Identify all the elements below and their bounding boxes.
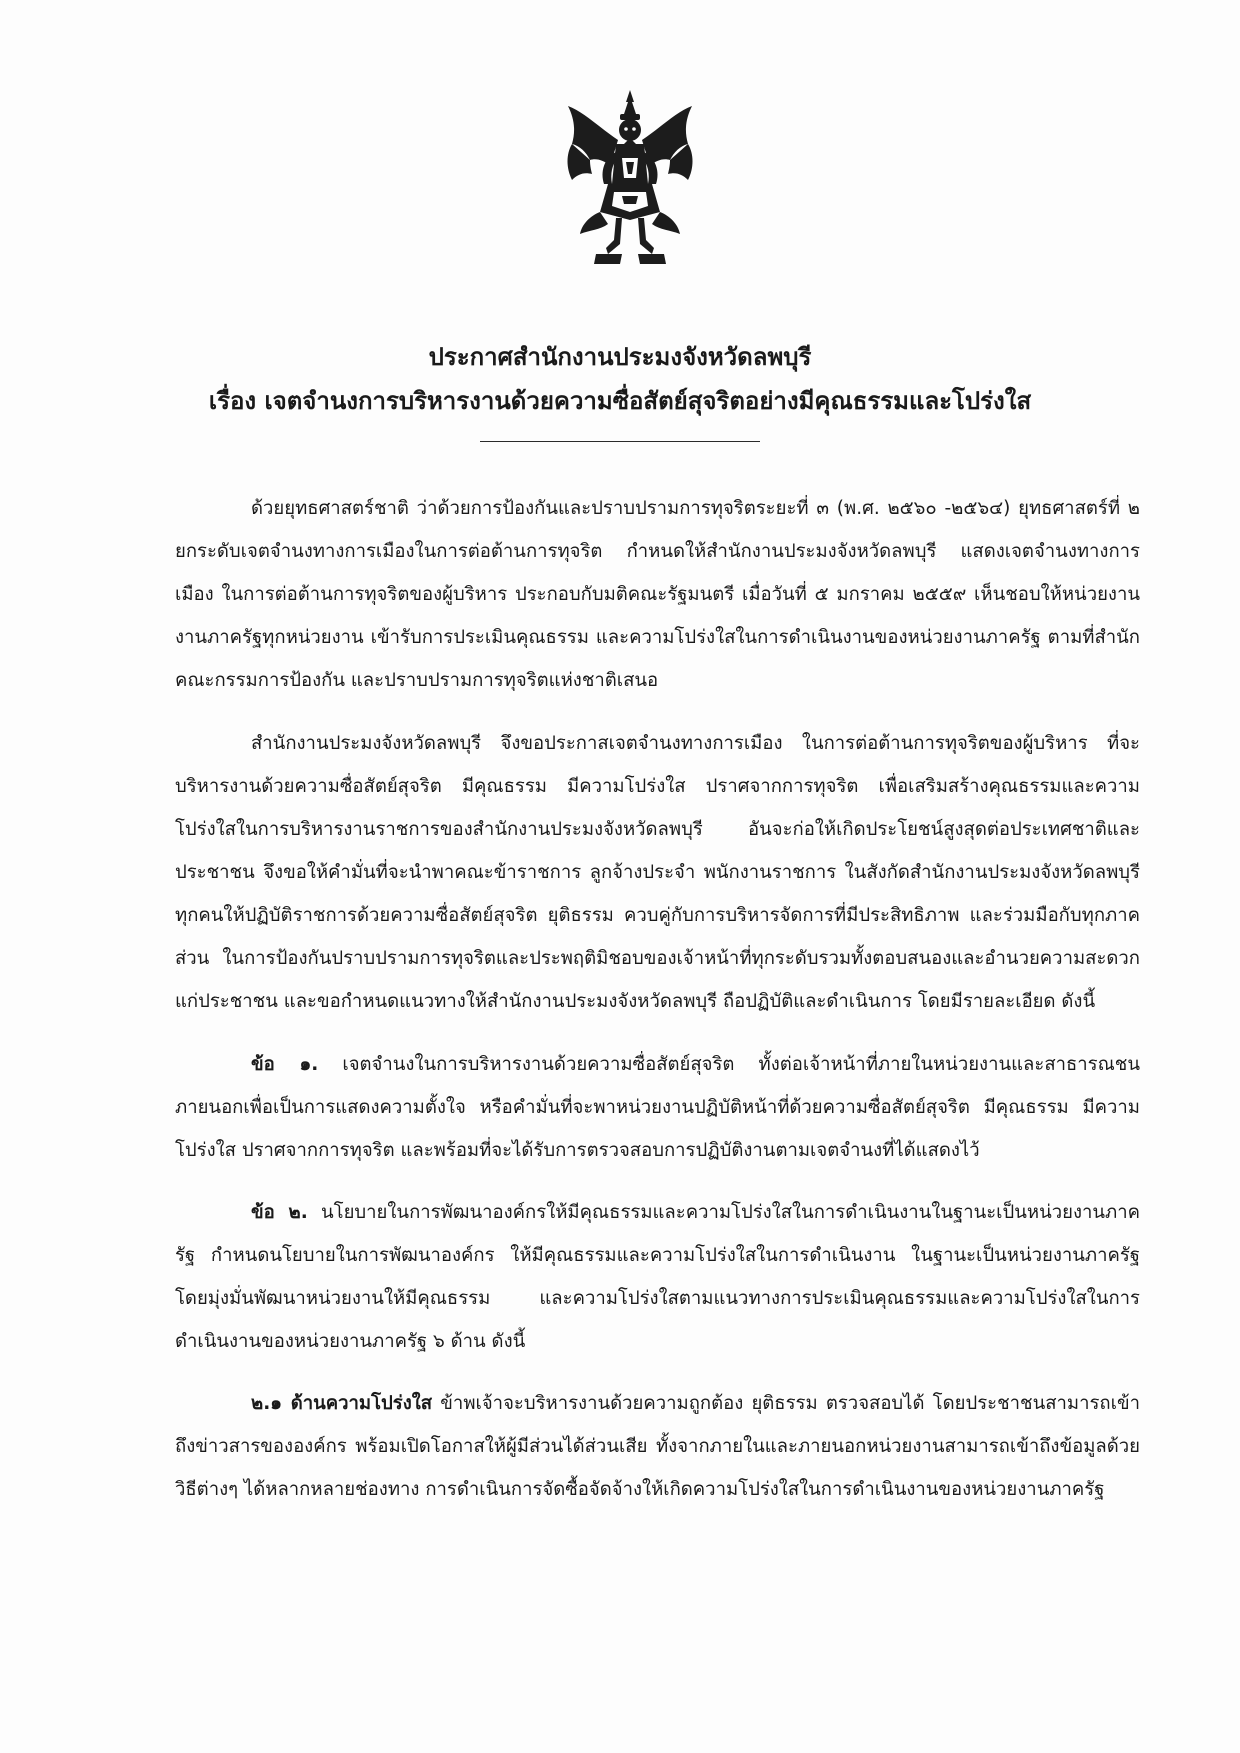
announcement-heading xyxy=(120,335,1120,442)
announcement-title: ประกาศสำนักงานประมงจังหวัดลพบุรี xyxy=(428,343,812,371)
paragraph-item-1 xyxy=(175,1043,1140,1172)
item-2-1-label: ๒.๑ ด้านความโปร่งใส xyxy=(251,1393,433,1414)
paragraph-background: ด้วยยุทธศาสตร์ชาติ ว่าด้วยการป้องกันและปราบปรามการทุจริตระยะที่ ๓ (พ.ศ. ๒๕๖๐ -๒๕๖๔) ยุทธศาสตร์ที่ ๒ ยกระดับเจตจำนงทางการเมืองในการต่อต้านการทุจริต กำหนดให้สำนักงานประมงจังหวัดลพบุรี แสดงเจตจำนงทางการเมือง ในการต่อต้านการทุจริตของผู้บริหาร ประกอบกับมติคณะรัฐมนตรี เมื่อวันที่ ๕ มกราคม ๒๕๕๙ เห็นชอบให้หน่วยงานงานภาครัฐทุกหน่วยงาน เข้ารับการประเมินคุณธรรม และความโปร่งใสในการดำเนินงานของหน่วยงานภาครัฐ ตามที่สำนักคณะกรรมการป้องกัน และปราบปรามการทุจริตแห่งชาติเสนอ xyxy=(175,498,1140,691)
paragraph-item-2 xyxy=(175,1191,1140,1363)
paragraph-item-2-1 xyxy=(175,1382,1140,1511)
announcement-body xyxy=(175,487,1140,1530)
paragraph-declaration: สำนักงานประมงจังหวัดลพบุรี จึงขอประกาสเจตจำนงทางการเมือง ในการต่อต้านการทุจริตของผู้บริหาร ที่จะบริหารงานด้วยความซื่อสัตย์สุจริต มีคุณธรรม มีความโปร่งใส ปราศจากการทุจริต เพื่อเสริมสร้างคุณธรรมและความโปร่งใสในการบริหารงานราชการของสำนักงานประมงจังหวัดลพบุรี อันจะก่อให้เกิดประโยชน์สูงสุดต่อประเทศชาติและประชาชน จึงขอให้คำมั่นที่จะนำพาคณะข้าราชการ ลูกจ้างประจำ พนักงานราชการ ในสังกัดสำนักงานประมงจังหวัดลพบุรี ทุกคนให้ปฏิบัติราชการด้วยความซื่อสัตย์สุจริต ยุติธรรม ควบคู่กับการบริหารจัดการที่มีประสิทธิภาพ และร่วมมือกับทุกภาคส่วน ในการป้องกันปราบปรามการทุจริตและประพฤติมิชอบของเจ้าหน้าที่ทุกระดับรวมทั้งตอบสนองและอำนวยความสะดวกแก่ประชาชน และขอกำหนดแนวทางให้สำนักงานประมงจังหวัดลพบุรี ถือปฏิบัติและดำเนินการ โดยมีรายละเอียด ดังนี้ xyxy=(175,733,1140,1012)
garuda-emblem xyxy=(560,88,700,266)
item-1-text: เจตจำนงในการบริหารงานด้วยความซื่อสัตย์สุจริต ทั้งต่อเจ้าหน้าที่ภายในหน่วยงานและสาธารณชนภายนอกเพื่อเป็นการแสดงความตั้งใจ หรือคำมั่นที่จะพาหน่วยงานปฏิบัติหน้าที่ด้วยความซื่อสัตย์สุจริต มีคุณธรรม มีความโปร่งใส ปราศจากการทุจริต และพร้อมที่จะได้รับการตรวจสอบการปฏิบัติงานตามเจตจำนงที่ได้แสดงไว้ xyxy=(175,1054,1140,1161)
item-2-text: นโยบายในการพัฒนาองค์กรให้มีคุณธรรมและความโปร่งใสในการดำเนินงานในฐานะเป็นหน่วยงานภาครัฐ กำหนดนโยบายในการพัฒนาองค์กร ให้มีคุณธรรมและความโปร่งใสในการดำเนินงาน ในฐานะเป็นหน่วยงานภาครัฐ โดยมุ่งมั่นพัฒนาหน่วยงานให้มีคุณธรรม และความโปร่งใสตามแนวทางการประเมินคุณธรรมและความโปร่งใสในการดำเนินงานของหน่วยงานภาครัฐ ๖ ด้าน ดังนี้ xyxy=(175,1202,1140,1352)
item-1-label: ข้อ ๑. xyxy=(251,1054,319,1075)
item-2-label: ข้อ ๒. xyxy=(251,1202,308,1223)
item-2-1-text: ข้าพเจ้าจะบริหารงานด้วยความถูกต้อง ยุติธรรม ตรวจสอบได้ โดยประชาชนสามารถเข้าถึงข่าวสารขององค์กร พร้อมเปิดโอกาสให้ผู้มีส่วนได้ส่วนเสีย ทั้งจากภายในและภายนอกหน่วยงานสามารถเข้าถึงข้อมูลด้วยวิธีต่างๆ ได้หลากหลายช่องทาง การดำเนินการจัดซื้อจัดจ้างให้เกิดความโปร่งใสในการดำเนินงานของหน่วยงานภาครัฐ xyxy=(175,1393,1140,1500)
title-divider xyxy=(480,441,760,442)
garuda-emblem-graphic xyxy=(560,88,700,266)
announcement-subject: เรื่อง เจตจำนงการบริหารงานด้วยความซื่อสัตย์สุจริตอย่างมีคุณธรรมและโปร่งใส xyxy=(208,387,1032,415)
